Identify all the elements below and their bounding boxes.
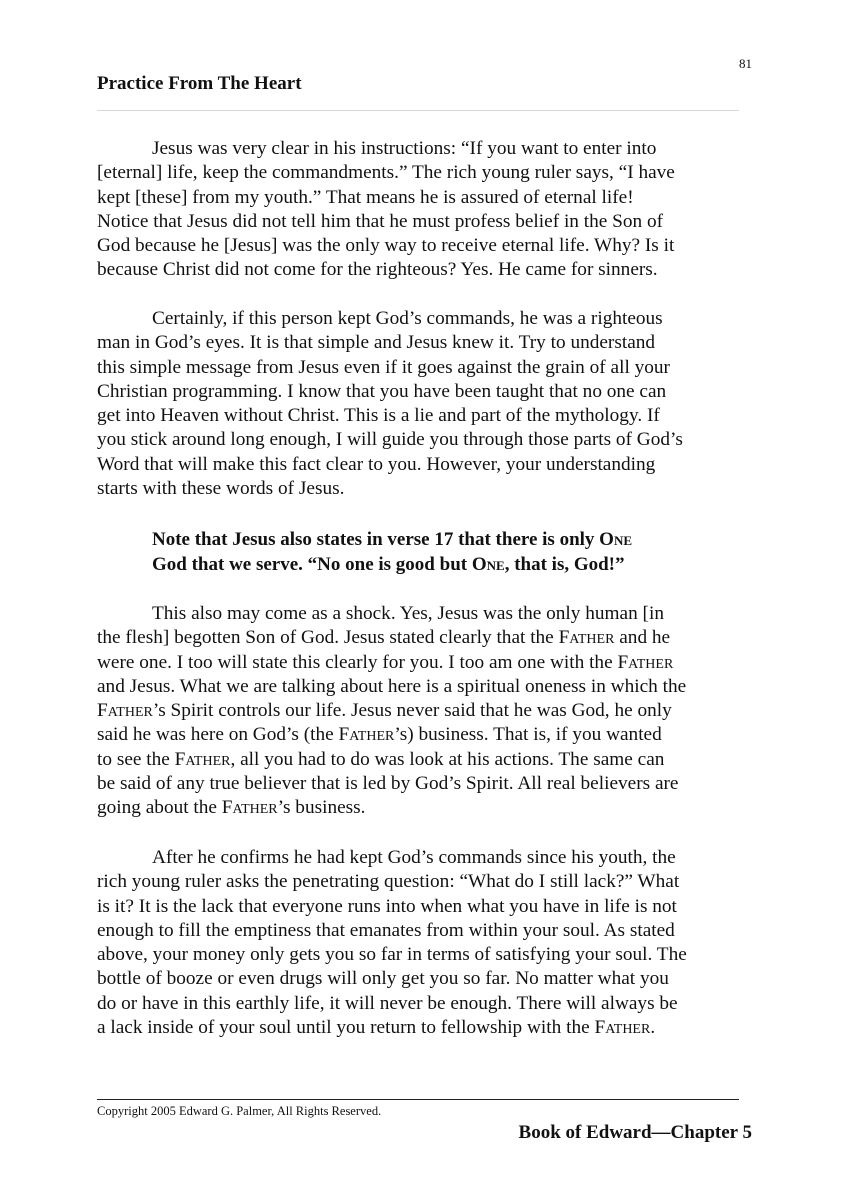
small-caps-word: Father [617,651,674,673]
paragraph-line: man in God’s eyes. It is that simple and Jesus knew it. Try to understand [97,332,656,354]
paragraph-line: enough to fill the emptiness that emanates from within your soul. As stated [97,919,675,941]
header-divider [97,110,739,111]
paragraph-line: is it? It is the lack that everyone runs into when what you have in life is not [97,895,677,917]
paragraph-line: do or have in this earthly life, it will never be enough. There will always be [97,992,678,1014]
paragraph-line: a lack inside of your soul until you return to fellowship with the Father. [97,1017,656,1039]
paragraph-line: starts with these words of Jesus. [97,478,345,500]
small-caps-word: Father [338,724,395,746]
paragraph-line: to see the Father, all you had to do was look at his actions. The same can [97,748,665,770]
small-caps-word: One [599,529,633,550]
paragraph-line: said he was here on God’s (the Father’s) business. That is, if you wanted [97,724,662,746]
paragraph-line: Christian programming. I know that you have been taught that no one can [97,380,667,402]
small-caps-word: Father [221,797,278,819]
paragraph-2 [97,307,757,501]
paragraph-line: be said of any true believer that is led by God’s Spirit. All real believers are [97,773,679,795]
paragraph-line: This also may come as a shock. Yes, Jesus was the only human [in [152,603,664,624]
callout-note [152,528,752,577]
paragraph-line: because Christ did not come for the righteous? Yes. He came for sinners. [97,259,658,281]
paragraph-line: Jesus was very clear in his instructions: “If you want to enter into [152,138,657,159]
copyright-notice: Copyright 2005 Edward G. Palmer, All Rights Reserved. [97,1104,382,1118]
page-number: 81 [739,56,752,71]
paragraph-line: kept [these] from my youth.” That means he is assured of eternal life! [97,186,634,208]
small-caps-word: Father [174,748,231,770]
paragraph-4 [97,846,757,1040]
paragraph-3 [97,602,757,821]
paragraph-line: bottle of booze or even drugs will only get you so far. No matter what you [97,968,669,990]
paragraph-line: Father’s Spirit controls our life. Jesus never said that he was God, he only [97,700,672,722]
callout-line: Note that Jesus also states in verse 17 that there is only One [152,529,633,550]
paragraph-line: After he confirms he had kept God’s commands since his youth, the [152,847,676,868]
paragraph-line: Certainly, if this person kept God’s commands, he was a righteous [152,308,663,329]
paragraph-line: get into Heaven without Christ. This is a lie and part of the mythology. If [97,405,660,427]
paragraph-line: this simple message from Jesus even if it goes against the grain of all your [97,356,670,378]
callout-line: God that we serve. “No one is good but One, that is, God!” [152,553,625,575]
paragraph-1 [97,137,757,283]
running-title: Practice From The Heart [97,73,302,94]
paragraph-line: Word that will make this fact clear to you. However, your understanding [97,453,656,475]
paragraph-line: [eternal] life, keep the commandments.” The rich young ruler says, “I have [97,162,675,184]
paragraph-line: you stick around long enough, I will guide you through those parts of God’s [97,429,683,451]
paragraph-line: Notice that Jesus did not tell him that he must profess belief in the Son of [97,210,664,232]
footer-divider [97,1099,739,1100]
footer-book-title: Book of Edward—Chapter 5 [518,1122,752,1143]
paragraph-line: and Jesus. What we are talking about here is a spiritual oneness in which the [97,675,687,697]
paragraph-line: rich young ruler asks the penetrating question: “What do I still lack?” What [97,871,680,893]
small-caps-word: Father [594,1017,651,1039]
small-caps-word: Father [97,700,153,722]
small-caps-word: Father [558,627,615,649]
paragraph-line: going about the Father’s business. [97,797,366,819]
small-caps-word: One [471,553,505,575]
paragraph-line: were one. I too will state this clearly for you. I too am one with the Father [97,651,674,673]
paragraph-line: the flesh] begotten Son of God. Jesus stated clearly that the Father and he [97,627,671,649]
paragraph-line: God because he [Jesus] was the only way to receive eternal life. Why? Is it [97,235,675,257]
paragraph-line: above, your money only gets you so far in terms of satisfying your soul. The [97,944,687,966]
